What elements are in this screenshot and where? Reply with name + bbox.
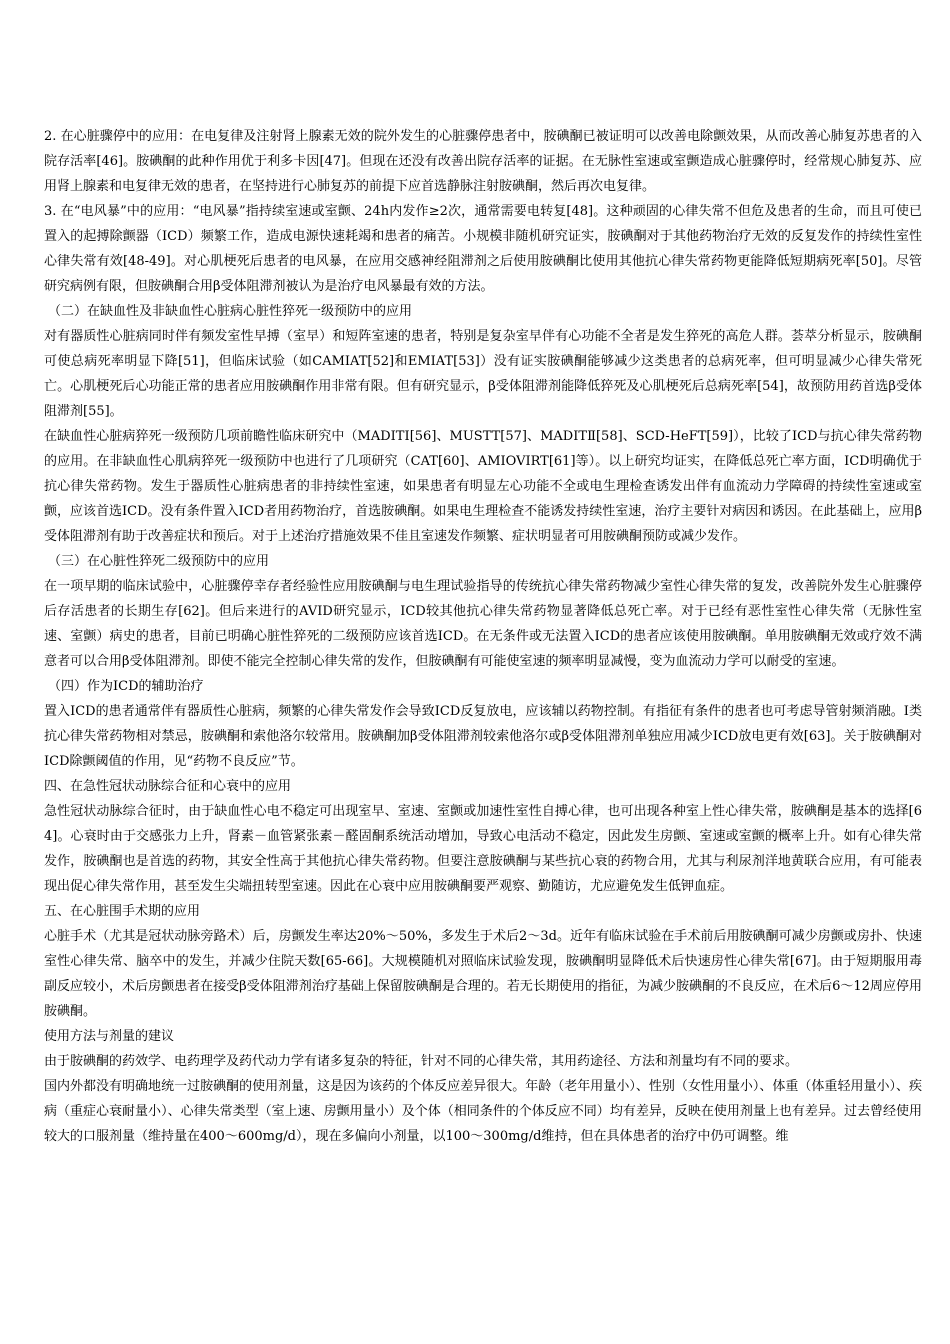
paragraph-secondary-prevention: 在一项早期的临床试验中，心脏骤停幸存者经验性应用胺碘酮与电生理试验指导的传统抗心律失常药物减少室性心律失常的复发，改善院外发生心脏骤停后存活患者的长期生存[62]。但后来进行的AVID研究显示，ICD较其他抗心律失常药物显著降低总死亡率。对于已经有恶性室性心律失常（无脉性室速、室颤）病史的患者，目前已明确心脏性猝死的二级预防应该首选ICD。在无条件或无法置入ICD的患者应该使用胺碘酮。单用胺碘酮无效或疗效不满意者可以合用β受体阻滞剂。即使不能完全控制心律失常的发作，但胺碘酮有可能使室速的频率明显减慢，变为血流动力学可以耐受的室速。 <box>44 579 922 669</box>
section-heading-dosage: 使用方法与剂量的建议 <box>44 1029 175 1044</box>
section-heading-acs-heart-failure: 四、在急性冠状动脉综合征和心衰中的应用 <box>44 779 292 794</box>
section-heading-secondary-prevention: （三）在心脏性猝死二级预防中的应用 <box>48 554 270 569</box>
section-heading-perioperative: 五、在心脏围手术期的应用 <box>44 904 201 919</box>
paragraph-primary-prevention-2: 在缺血性心脏病猝死一级预防几项前瞻性临床研究中（MADITⅠ[56]、MUSTT[57]、MADITⅡ[58]、SCD-HeFT[59]），比较了ICD与抗心律失常药物的应用。在非缺血性心肌病猝死一级预防中也进行了几项研究（CAT[60]、AMIOVIRT[61]等）。以上研究均证实，在降低总死亡率方面，ICD明确优于抗心律失常药物。发生于器质性心脏病患者的非持续性室速，如果患者有明显左心功能不全或电生理检查诱发出伴有血流动力学障碍的持续性室速或室颤，应该首选ICD。没有条件置入ICD者用药物治疗，首选胺碘酮。如果电生理检查不能诱发持续性室速，治疗主要针对病因和诱因。在此基础上，应用β受体阻滞剂有助于改善症状和预后。对于上述治疗措施效果不佳且室速发作频繁、症状明显者可用胺碘酮预防或减少发作。 <box>44 429 922 544</box>
paragraph-electrical-storm: 3. 在“电风暴”中的应用：“电风暴”指持续室速或室颤、24h内发作≥2次，通常需要电转复[48]。这种顽固的心律失常不但危及患者的生命，而且可使已置入的起搏除颤器（ICD）频繁工作，造成电源快速耗竭和患者的痛苦。小规模非随机研究证实，胺碘酮对于其他药物治疗无效的反复发作的持续性室性心律失常有效[48-49]。对心肌梗死后患者的电风暴，在应用交感神经阻滞剂之后使用胺碘酮比使用其他抗心律失常药物更能降低短期病死率[50]。尽管研究病例有限，但胺碘酮合用β受体阻滞剂被认为是治疗电风暴最有效的方法。 <box>44 204 922 294</box>
section-heading-icd-adjunct: （四）作为ICD的辅助治疗 <box>48 679 204 694</box>
paragraph-dosage-detail: 国内外都没有明确地统一过胺碘酮的使用剂量，这是因为该药的个体反应差异很大。年龄（老年用量小）、性别（女性用量小）、体重（体重轻用量小）、疾病（重症心衰耐量小）、心律失常类型（室上速、房颤用量小）及个体（相同条件的个体反应不同）均有差异，反映在使用剂量上也有差异。过去曾经使用较大的口服剂量（维持量在400～600mg/d），现在多偏向小剂量，以100～300mg/d维持，但在具体患者的治疗中仍可调整。维 <box>44 1079 922 1144</box>
paragraph-primary-prevention-1: 对有器质性心脏病同时伴有频发室性早搏（室早）和短阵室速的患者，特别是复杂室早伴有心功能不全者是发生猝死的高危人群。荟萃分析显示，胺碘酮可使总病死率明显下降[51]，但临床试验（如CAMIAT[52]和EMIAT[53]）没有证实胺碘酮能够减少这类患者的总病死率，但可明显减少心律失常死亡。心肌梗死后心功能正常的患者应用胺碘酮作用非常有限。但有研究显示，β受体阻滞剂能降低猝死及心肌梗死后总病死率[54]，故预防用药首选β受体阻滞剂[55]。 <box>44 329 922 419</box>
paragraph-perioperative: 心脏手术（尤其是冠状动脉旁路术）后，房颤发生率达20%～50%，多发生于术后2～3d。近年有临床试验在手术前后用胺碘酮可减少房颤或房扑、快速室性心律失常、脑卒中的发生，并减少住院天数[65-66]。大规模随机对照临床试验发现，胺碘酮明显降低术后快速房性心律失常[67]。由于短期服用毒副反应较小，术后房颤患者在接受β受体阻滞剂治疗基础上保留胺碘酮是合理的。若无长期使用的指征，为减少胺碘酮的不良反应，在术后6～12周应停用胺碘酮。 <box>44 929 922 1019</box>
paragraph-cardiac-arrest: 2. 在心脏骤停中的应用：在电复律及注射肾上腺素无效的院外发生的心脏骤停患者中，胺碘酮已被证明可以改善电除颤效果，从而改善心肺复苏患者的入院存活率[46]。胺碘酮的此种作用优于利多卡因[47]。但现在还没有改善出院存活率的证据。在无脉性室速或室颤造成心脏骤停时，经常规心肺复苏、应用肾上腺素和电复律无效的患者，在坚持进行心肺复苏的前提下应首选静脉注射胺碘酮，然后再次电复律。 <box>44 129 922 194</box>
paragraph-acs-heart-failure: 急性冠状动脉综合征时，由于缺血性心电不稳定可出现室早、室速、室颤或加速性室性自搏心律，也可出现各种室上性心律失常，胺碘酮是基本的选择[64]。心衰时由于交感张力上升，肾素－血管紧张素－醛固酮系统活动增加，导致心电活动不稳定，因此发生房颤、室速或室颤的概率上升。如有心律失常发作，胺碘酮也是首选的药物，其安全性高于其他抗心律失常药物。但要注意胺碘酮与某些抗心衰的药物合用，尤其与利尿剂洋地黄联合应用，有可能表现出促心律失常作用，甚至发生尖端扭转型室速。因此在心衰中应用胺碘酮要严观察、勤随访，尤应避免发生低钾血症。 <box>44 804 922 894</box>
paragraph-icd-adjunct: 置入ICD的患者通常伴有器质性心脏病，频繁的心律失常发作会导致ICD反复放电，应该辅以药物控制。有指征有条件的患者也可考虑导管射频消融。Ⅰ类抗心律失常药物相对禁忌，胺碘酮和索他洛尔较常用。胺碘酮加β受体阻滞剂较索他洛尔或β受体阻滞剂单独应用减少ICD放电更有效[63]。关于胺碘酮对ICD除颤阈值的作用，见“药物不良反应”节。 <box>44 704 922 769</box>
section-heading-primary-prevention: （二）在缺血性及非缺血性心脏病心脏性猝死一级预防中的应用 <box>48 304 413 319</box>
paragraph-dosage-intro: 由于胺碘酮的药效学、电药理学及药代动力学有诸多复杂的特征，针对不同的心律失常，其用药途径、方法和剂量均有不同的要求。 <box>44 1054 799 1069</box>
document-page <box>44 124 922 1149</box>
